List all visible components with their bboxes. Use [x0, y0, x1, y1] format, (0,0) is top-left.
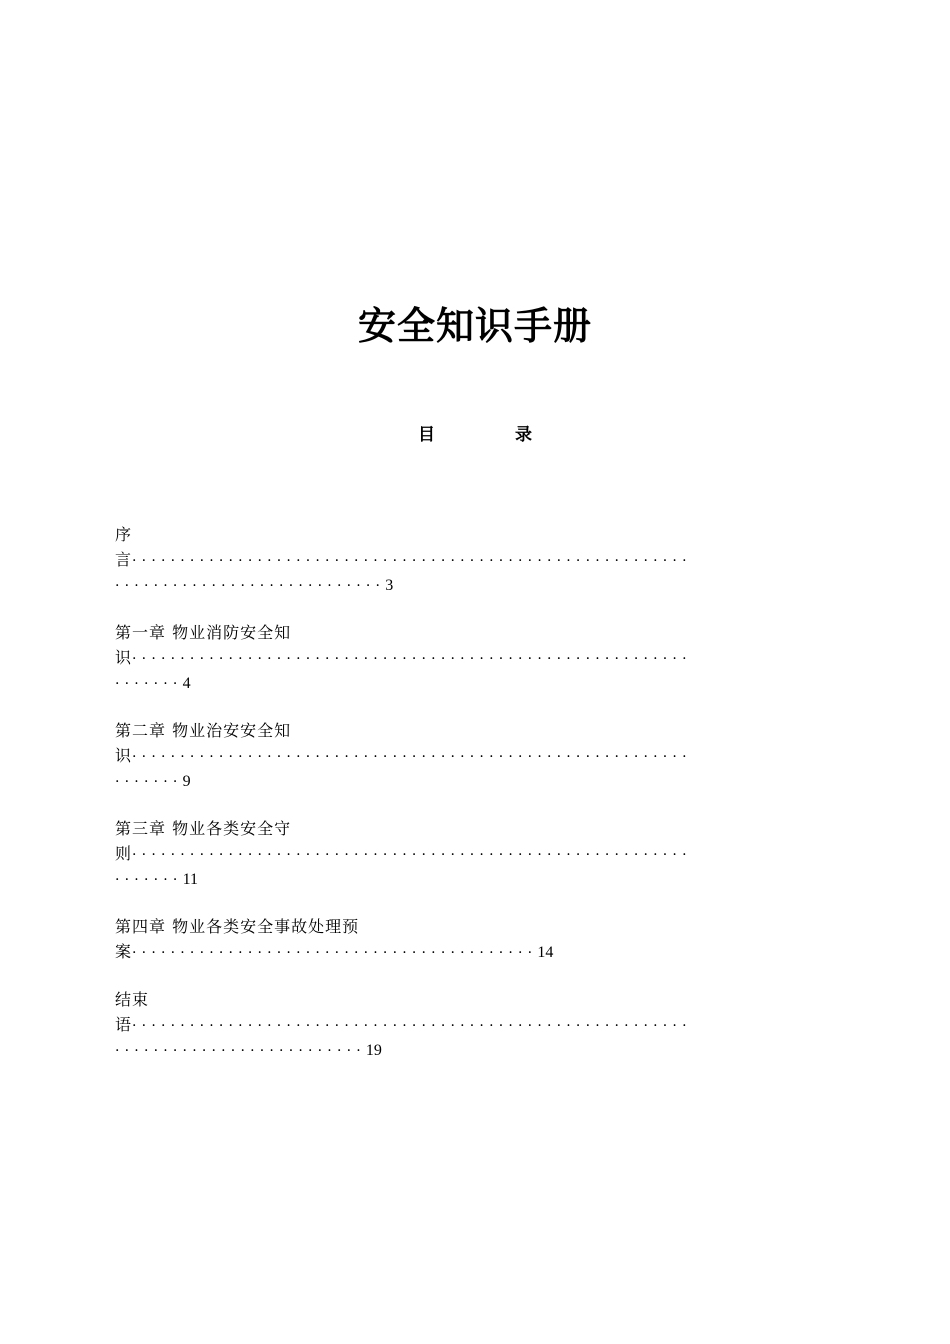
toc-entry-title-end: 识	[115, 648, 133, 667]
toc-entry-preface[interactable]	[115, 522, 820, 597]
toc-leader-dots: ····························	[115, 578, 386, 594]
toc-entry-line	[115, 1037, 820, 1062]
toc-entry-line	[115, 866, 820, 891]
toc-heading-char-2: 录	[515, 425, 532, 445]
toc-entry-line	[115, 547, 820, 572]
toc-leader-dots: ··························································	[132, 847, 692, 863]
toc-entry-line	[115, 645, 820, 670]
toc-entry-title-end: 案	[115, 942, 133, 961]
table-of-contents	[115, 522, 820, 1085]
toc-entry-title: 序	[115, 525, 133, 544]
toc-entry-chapter-3[interactable]	[115, 816, 820, 891]
toc-entry-chapter-4[interactable]	[115, 914, 820, 964]
toc-entry-line	[115, 768, 820, 793]
toc-entry-title-end: 识	[115, 746, 133, 765]
toc-entry-line	[115, 670, 820, 695]
toc-leader-dots: ··························	[115, 1043, 366, 1059]
toc-entry-title: 第四章 物业各类安全事故处理预	[115, 917, 360, 936]
toc-entry-title-end: 言	[115, 550, 133, 569]
toc-leader-dots: ··········································	[132, 945, 538, 961]
toc-entry-line	[115, 572, 820, 597]
toc-page-number: 14	[537, 944, 554, 961]
toc-entry-line	[115, 939, 820, 964]
toc-entry-line	[115, 1012, 820, 1037]
toc-leader-dots: ·······	[115, 676, 183, 692]
toc-page-number: 9	[182, 773, 191, 790]
toc-entry-title: 第三章 物业各类安全守	[115, 819, 292, 838]
toc-entry-title: 第二章 物业治安安全知	[115, 721, 292, 740]
toc-leader-dots: ·······	[115, 872, 183, 888]
toc-page-number: 19	[365, 1042, 382, 1059]
toc-entry-epilogue[interactable]	[115, 987, 820, 1062]
toc-entry-chapter-1[interactable]	[115, 620, 820, 695]
toc-leader-dots: ··························································	[132, 749, 692, 765]
toc-heading	[0, 423, 950, 447]
toc-leader-dots: ··························································	[132, 553, 692, 569]
toc-heading-char-1: 目	[418, 425, 435, 445]
toc-page-number: 3	[385, 577, 394, 594]
toc-leader-dots: ··························································	[132, 651, 692, 667]
toc-leader-dots: ··························································	[132, 1018, 692, 1034]
toc-leader-dots: ·······	[115, 774, 183, 790]
document-title: 安全知识手册	[357, 304, 592, 348]
toc-entry-title: 第一章 物业消防安全知	[115, 623, 292, 642]
toc-entry-line	[115, 743, 820, 768]
toc-page-number: 4	[182, 675, 191, 692]
toc-entry-title-end: 语	[115, 1015, 133, 1034]
toc-page-number: 11	[182, 871, 198, 888]
toc-entry-title: 结束	[115, 990, 150, 1009]
toc-entry-title-end: 则	[115, 844, 133, 863]
toc-entry-chapter-2[interactable]	[115, 718, 820, 793]
toc-entry-line	[115, 841, 820, 866]
